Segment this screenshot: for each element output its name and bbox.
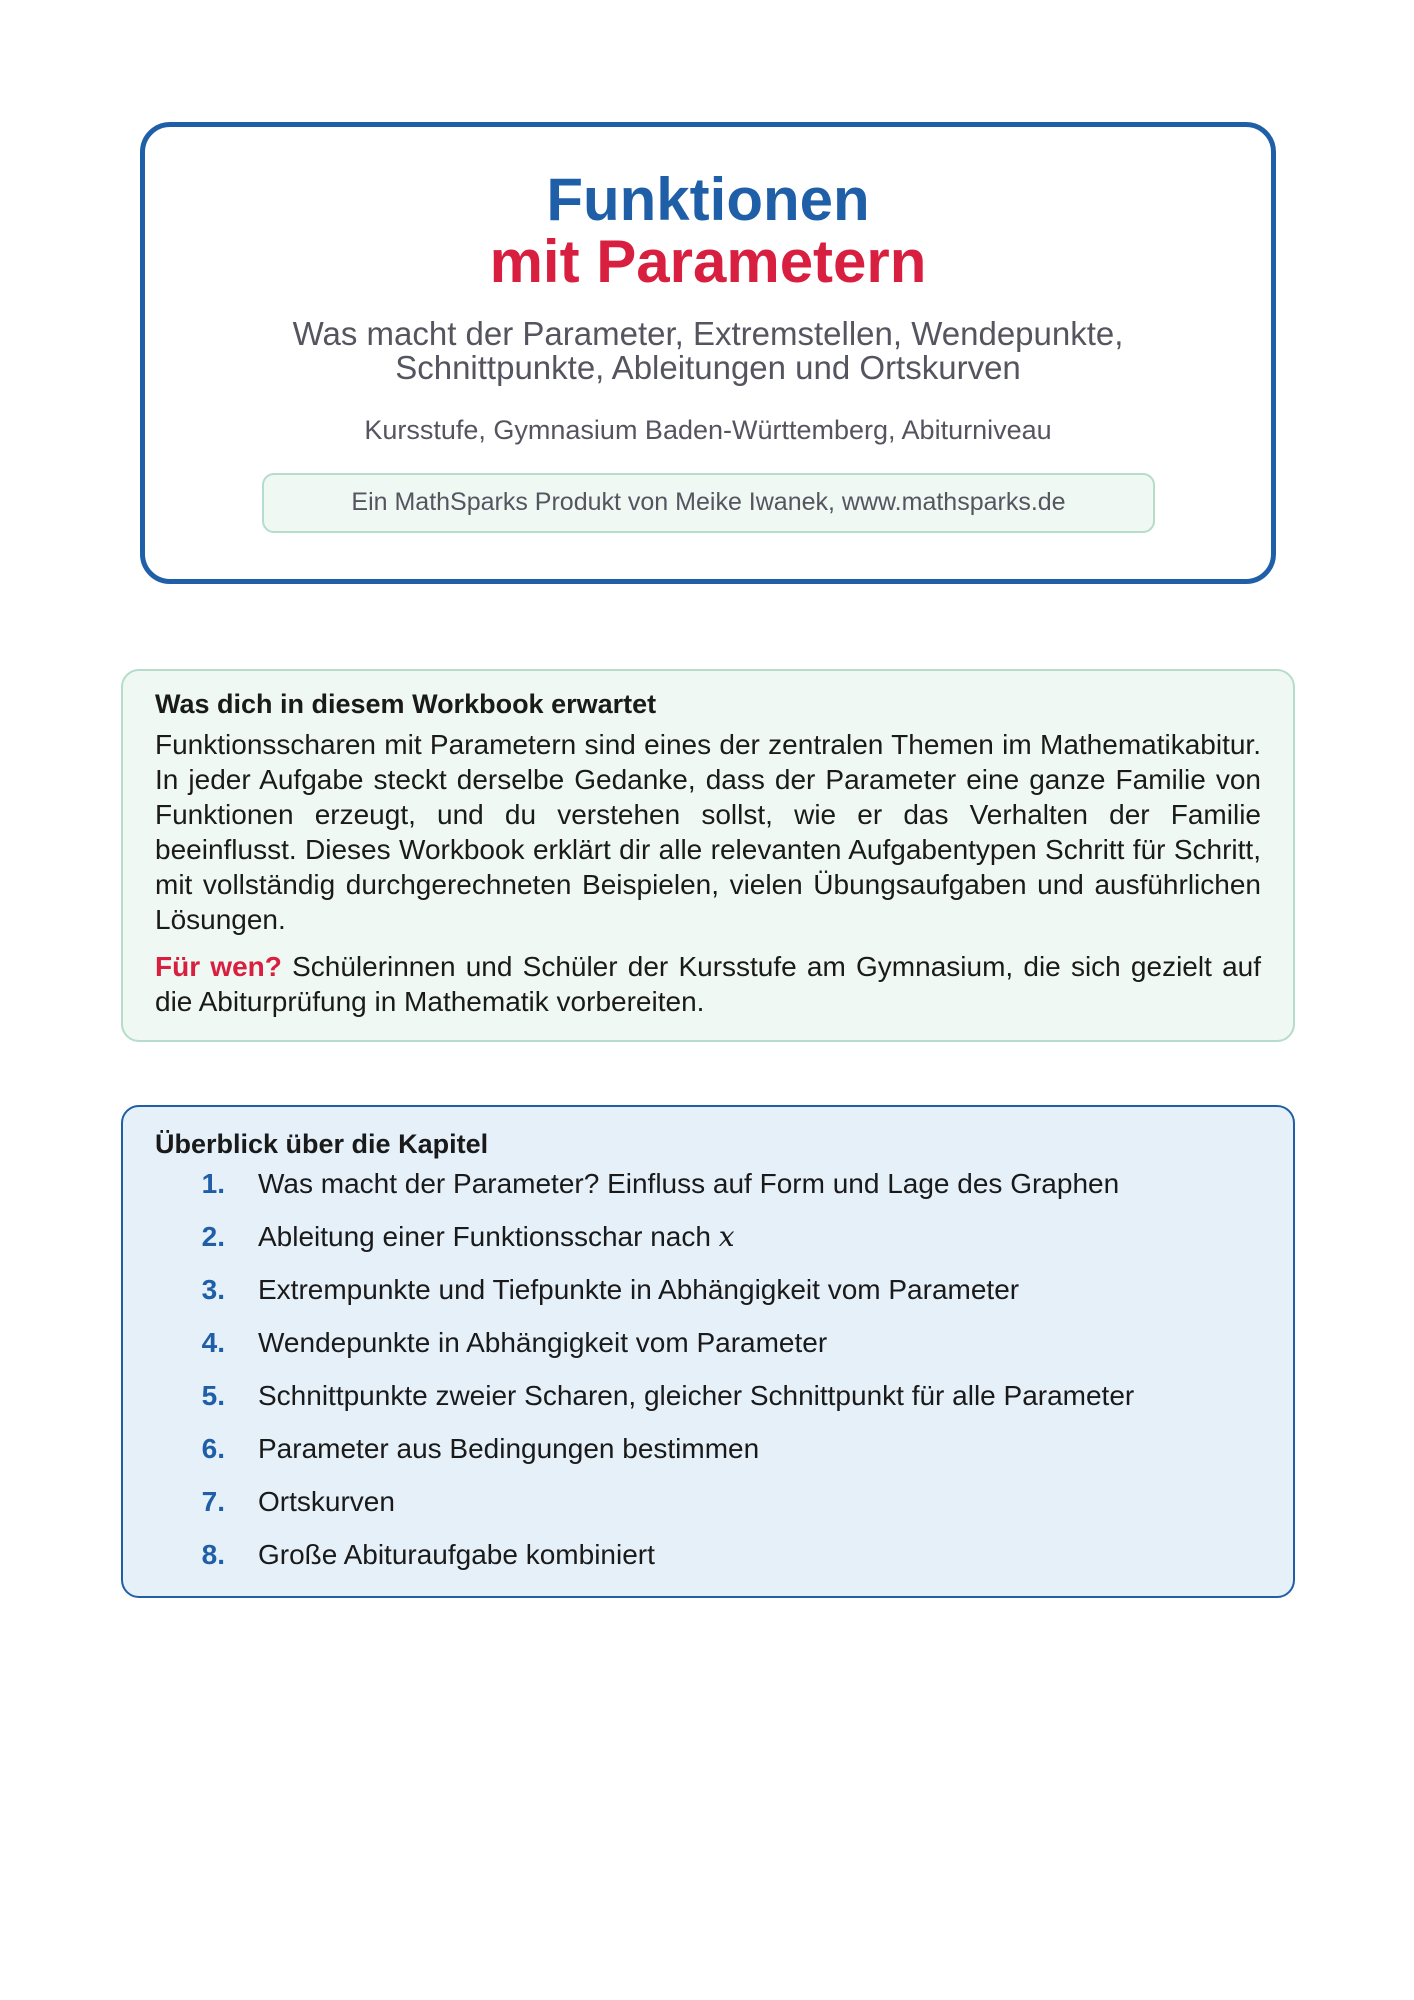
list-item: [155, 1220, 1261, 1273]
chapter-label: Parameter aus Bedingungen bestimmen: [258, 1433, 760, 1464]
chapter-number: 1.: [201, 1168, 225, 1199]
title-box: [140, 122, 1276, 584]
chapters-box: [121, 1105, 1295, 1598]
chapter-label: Was macht der Parameter? Einfluss auf Form und Lage des Graphen: [258, 1168, 1120, 1199]
chapter-number: 5.: [201, 1380, 225, 1411]
chapter-number: 6.: [201, 1433, 225, 1464]
math-variable: x: [718, 1220, 735, 1253]
course-info: Kursstufe, Gymnasium Baden-Württemberg, Abiturniveau: [364, 415, 1052, 445]
subtitle: Was macht der Parameter, Extremstellen, Wendepunkte, Schnittpunkte, Ableitungen und Ortskurven: [292, 315, 1124, 386]
chapter-label: Extrempunkte und Tiefpunkte in Abhängigkeit vom Parameter: [258, 1274, 1020, 1305]
list-item: [155, 1379, 1261, 1432]
list-item: [155, 1167, 1261, 1220]
chapter-label: Wendepunkte in Abhängigkeit vom Parameter: [258, 1327, 828, 1358]
chapters-heading: Überblick über die Kapitel: [155, 1129, 489, 1159]
chapter-number: 7.: [201, 1486, 225, 1517]
list-item: [155, 1485, 1261, 1538]
chapter-number: 4.: [201, 1327, 225, 1358]
list-item: [155, 1538, 1261, 1591]
intro-heading: Was dich in diesem Workbook erwartet: [155, 689, 657, 719]
chapter-label: Große Abituraufgabe kombiniert: [258, 1539, 655, 1570]
chapter-list: [155, 1167, 1261, 1591]
title-accent: mit Parametern: [489, 228, 927, 295]
list-item: [155, 1432, 1261, 1485]
list-item: [155, 1273, 1261, 1326]
title-main: Funktionen: [546, 166, 870, 233]
for-whom-text: Schülerinnen und Schüler der Kursstufe am Gymnasium, die sich gezielt auf die Abiturprüfung in Mathematik vorbereiten.: [155, 951, 1261, 1017]
chapter-number: 2.: [201, 1221, 225, 1252]
intro-box: [121, 669, 1295, 1042]
chapter-label: Schnittpunkte zweier Scharen, gleicher Schnittpunkt für alle Parameter: [258, 1380, 1135, 1411]
producer-note: Ein MathSparks Produkt von Meike Iwanek, www.mathsparks.de: [262, 473, 1155, 533]
chapter-label: Ortskurven: [258, 1486, 395, 1517]
intro-text: Funktionsscharen mit Parametern sind eines der zentralen Themen im Mathematikabitur. In jeder Aufgabe steckt derselbe Gedanke, dass der Parameter eine ganze Familie von Funktionen erzeugt, und du verstehen sollst, wie er das Verhalten der Familie beeinflusst. Dieses Workbook erklärt dir alle relevanten Aufgabentypen Schritt für Schritt, mit vollständig durchgerechneten Beispielen, vielen Übungsaufgaben und ausführlichen Lösungen.: [155, 729, 1261, 935]
for-whom-label: Für wen?: [155, 951, 282, 982]
chapter-number: 8.: [201, 1539, 225, 1570]
for-whom-paragraph: [155, 949, 1261, 1019]
chapter-label-with-variable: [258, 1220, 735, 1254]
list-item: [155, 1326, 1261, 1379]
chapter-number: 3.: [201, 1274, 225, 1305]
chapter-label: Ableitung einer Funktionsschar nach: [258, 1221, 719, 1252]
